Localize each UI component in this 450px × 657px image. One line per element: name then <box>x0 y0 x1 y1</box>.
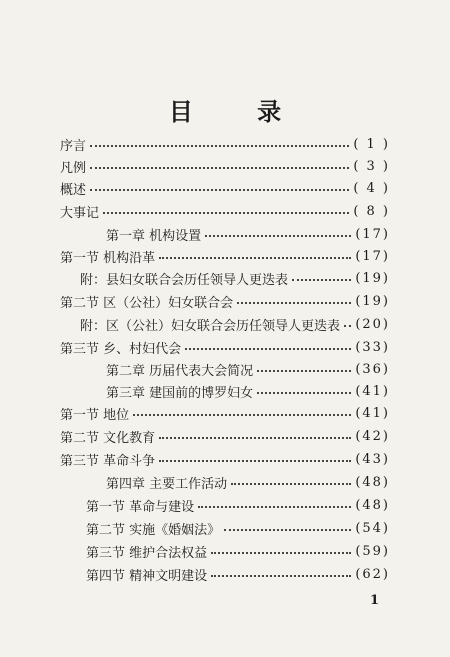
dot-leader <box>224 528 351 531</box>
dot-leader <box>90 144 349 147</box>
toc-entry-label: 凡例 <box>60 160 87 176</box>
dot-leader <box>344 324 351 327</box>
toc-entry-page: ( 1 ) <box>353 136 390 152</box>
toc-entry-page: (33) <box>355 339 390 355</box>
toc-entry-label: 序言 <box>60 138 87 154</box>
toc-entry <box>80 314 390 334</box>
toc-entry-label: 附：县妇女联合会历任领导人更迭表 <box>80 272 289 288</box>
toc-entry <box>86 564 390 584</box>
dot-leader <box>211 551 351 554</box>
dot-leader <box>185 347 351 350</box>
dot-leader <box>292 278 351 281</box>
toc-entry-label: 第四章 主要工作活动 <box>106 476 228 492</box>
dot-leader <box>237 301 351 304</box>
toc-entry-label: 第二章 历届代表大会简况 <box>106 363 254 379</box>
dot-leader <box>90 166 349 169</box>
toc-entry-page: (17) <box>355 248 390 264</box>
toc-entry-page: (41) <box>355 383 390 399</box>
toc-entry-label: 第三章 建国前的博罗妇女 <box>106 385 254 401</box>
toc-entry-page: ( 8 ) <box>353 203 390 219</box>
toc-entry-label: 第三节 维护合法权益 <box>86 545 208 561</box>
toc-entry <box>60 178 390 198</box>
toc-entry <box>106 472 390 492</box>
dot-leader <box>211 574 351 577</box>
toc-entry-label: 第二节 文化教育 <box>60 430 156 446</box>
toc-entry-label: 第四节 精神文明建设 <box>86 568 208 584</box>
toc-entry-page: (19) <box>355 293 390 309</box>
toc-entry-page: ( 3 ) <box>353 158 390 174</box>
toc-entry-page: ( 4 ) <box>353 180 390 196</box>
toc-entry-page: (59) <box>355 543 390 559</box>
dot-leader <box>231 482 351 485</box>
toc-entry-label: 第一章 机构设置 <box>106 228 202 244</box>
toc-entry-label: 第一节 革命与建设 <box>86 499 195 515</box>
toc-entry <box>106 224 390 244</box>
toc-entry-page: (48) <box>355 497 390 513</box>
toc-entry-label: 第一节 机构沿革 <box>60 250 156 266</box>
toc-entry-page: (62) <box>355 566 390 582</box>
page-number: 1 <box>370 593 380 608</box>
toc-entry-page: (17) <box>355 226 390 242</box>
toc-entry <box>106 381 390 401</box>
toc-entry <box>60 291 390 311</box>
toc-entry-page: (42) <box>355 428 390 444</box>
toc-entry <box>60 337 390 357</box>
dot-leader <box>159 256 351 259</box>
toc-entry-page: (48) <box>355 474 390 490</box>
toc-entry-label: 第一节 地位 <box>60 407 130 423</box>
toc-entry-label: 第三节 乡、村妇代会 <box>60 341 182 357</box>
toc-entry <box>60 134 390 154</box>
toc-entry <box>106 359 390 379</box>
dot-leader <box>103 211 349 214</box>
toc-entry-page: (54) <box>355 520 390 536</box>
toc-entry-page: (43) <box>355 451 390 467</box>
toc-entry <box>60 156 390 176</box>
dot-leader <box>205 234 351 237</box>
toc-entry <box>86 518 390 538</box>
toc-entry-page: (19) <box>355 270 390 286</box>
toc-entry <box>60 403 390 423</box>
toc-entry <box>60 426 390 446</box>
toc-entry <box>86 495 390 515</box>
toc-entry <box>60 246 390 266</box>
toc-entry-label: 概述 <box>60 182 87 198</box>
toc-entry-label: 第二节 实施《婚姻法》 <box>86 522 221 538</box>
dot-leader <box>257 369 351 372</box>
dot-leader <box>133 413 351 416</box>
dot-leader <box>159 459 351 462</box>
dot-leader <box>90 188 349 191</box>
toc-entry <box>60 201 390 221</box>
toc-entry-page: (36) <box>355 361 390 377</box>
toc-entry-label: 第三节 革命斗争 <box>60 453 156 469</box>
dot-leader <box>159 436 351 439</box>
toc-entry-label: 第二节 区（公社）妇女联合会 <box>60 295 234 311</box>
toc-entry-label: 附：区（公社）妇女联合会历任领导人更迭表 <box>80 318 341 334</box>
dot-leader <box>198 505 351 508</box>
toc-entry-page: (41) <box>355 405 390 421</box>
dot-leader <box>257 391 351 394</box>
toc-entry <box>86 541 390 561</box>
toc-entry-page: (20) <box>355 316 390 332</box>
page-title: 目 录 <box>168 97 310 126</box>
toc-entry-label: 大事记 <box>60 205 100 221</box>
toc-entry <box>80 268 390 288</box>
toc-entry <box>60 449 390 469</box>
